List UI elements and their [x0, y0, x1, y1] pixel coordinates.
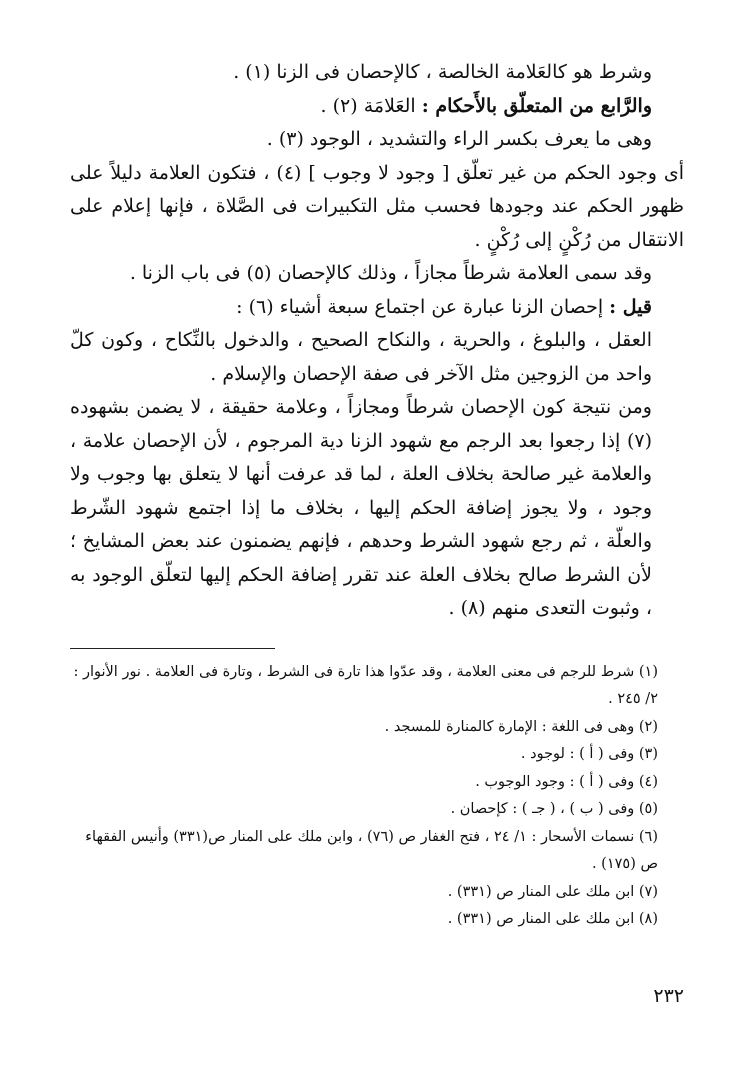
paragraph-text: ومن نتيجة كون الإحصان شرطاً ومجازاً ، وعلامة حقيقة ، لا يضمن بشهوده (٧) إذا رجعوا بعد الرجم مع شهود الزنا دية المرجوم ، لأن الإحصان علامة ، والعلامة غير صالحة بخلاف العلة ، لما قد عرفت أنها لا يتعلق بها وجوب ولا وجود ، ولا يجوز إضافة الحكم إليها ، بخلاف ما إذا اجتمع شهود الشّرط والعلّة ، ثم رجع شهود الشرط وحدهم ، فإنهم يضمنون عند بعض المشايخ ؛ لأن الشرط صالح بخلاف العلة عند تقرر إضافة الحكم إليها لتعلّق الوجود به ، وثبوت التعدى منهم (٨) .	[70, 396, 652, 619]
paragraph-text: العقل ، والبلوغ ، والحرية ، والنكاح الصحيح ، والدخول بالنِّكاح ، وكون كلّ واحد من الزوجين مثل الآخر فى صفة الإحصان والإسلام .	[70, 329, 652, 385]
footnote: (٣) وفى ( أ ) : لوجود .	[520, 746, 658, 762]
footnote: (٥) وفى ( ب ) ، ( جـ ) : كإحصان .	[450, 801, 658, 817]
page	[70, 56, 684, 934]
section-heading: والرَّابع من المتعلّق بالأَحكام :	[421, 94, 652, 117]
footnote: (٨) ابن ملك على المنار ص (٣٣١) .	[447, 911, 658, 927]
paragraph-text: إحصان الزنا عبارة عن اجتماع سبعة أشياء (٦) :	[236, 295, 610, 318]
paragraph	[70, 157, 684, 258]
paragraph	[70, 123, 684, 157]
section-heading: قيل :	[609, 295, 652, 318]
footnote: (٦) نسمات الأسحار : ١/ ٢٤ ، فتح الغفار ص (٧٦) ، وابن ملك على المنار ص(٣٣١) وأنيس الفقهاء ص (١٧٥) .	[85, 828, 658, 872]
footnotes	[70, 659, 684, 934]
paragraph	[70, 56, 684, 90]
page-number: ٢٣٢	[653, 985, 684, 1007]
main-text	[70, 56, 684, 626]
paragraph-text: العَلامَة (٢) .	[320, 94, 422, 117]
paragraph	[70, 257, 684, 291]
paragraph-text: وهى ما يعرف بكسر الراء والتشديد ، الوجود (٣) .	[266, 128, 652, 150]
paragraph-text: وشرط هو كالعَلامة الخالصة ، كالإحصان فى الزنا (١) .	[233, 61, 652, 83]
paragraph	[70, 391, 684, 626]
paragraph-text: أى وجود الحكم من غير تعلّق [ وجود لا وجوب ] (٤) ، فتكون العلامة دليلاً على ظهور الحكم عند وجودها فحسب مثل التكبيرات فى الصَّلاة ، فإنها إعلام على الانتقال من رُكْنٍ إلى رُكْنٍ .	[70, 161, 684, 251]
paragraph	[70, 90, 684, 124]
footnote: (١) شرط للرجم فى معنى العلامة ، وقد عدّوا هذا تارة فى الشرط ، وتارة فى العلامة . نور الأنوار : ٢/ ٢٤٥ .	[73, 663, 658, 707]
paragraph	[70, 324, 684, 391]
footnote-divider	[70, 648, 275, 649]
paragraph	[70, 291, 684, 325]
footnote: (٧) ابن ملك على المنار ص (٣٣١) .	[447, 883, 658, 900]
footnote: (٤) وفى ( أ ) : وجود الوجوب .	[475, 773, 658, 790]
footnote: (٢) وهى فى اللغة : الإمارة كالمنارة للمسجد .	[384, 718, 658, 735]
paragraph-text: وقد سمى العلامة شرطاً مجازاً ، وذلك كالإحصان (٥) فى باب الزنا .	[129, 262, 652, 284]
